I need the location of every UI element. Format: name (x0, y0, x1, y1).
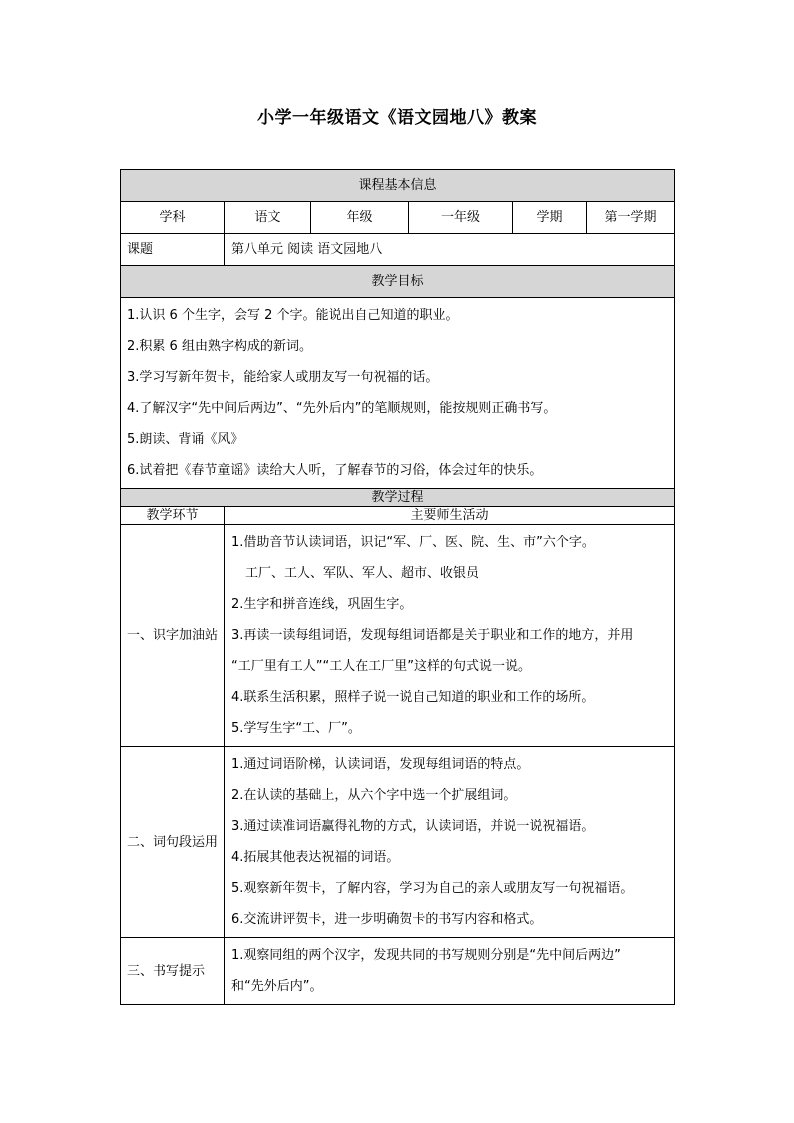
goal-item: 4.了解汉字“先中间后两边”、“先外后内”的笔顺规则，能按规则正确书写。 (127, 401, 557, 416)
activity-line: 3.再读一读每组词语，发现每组词语都是关于职业和工作的地方，并用 (231, 628, 634, 643)
stage-row (121, 525, 675, 747)
stage-row (121, 747, 675, 938)
activity-line: 1.观察同组的两个汉字，发现共同的书写规则分别是“先中间后两边” (231, 948, 621, 963)
goal-item: 1.认识 6 个生字，会写 2 个字。能说出自己知道的职业。 (127, 308, 459, 323)
activity-line: 6.交流讲评贺卡，进一步明确贺卡的书写内容和格式。 (231, 912, 543, 927)
subject-label: 学科 (121, 202, 225, 234)
activity-line: 4.拓展其他表达祝福的词语。 (231, 850, 400, 865)
goal-item: 5.朗读、背诵《风》 (127, 432, 244, 447)
topic-label: 课题 (121, 234, 225, 266)
activity-line: 和“先外后内”。 (231, 979, 323, 994)
activity-line: 5.学写生字“工、厂”。 (231, 721, 361, 736)
activity-line: 4.联系生活积累，照样子说一说自己知道的职业和工作的场所。 (231, 690, 595, 705)
activity-line: 5.观察新年贺卡，了解内容，学习为自己的亲人或朋友写一句祝福语。 (231, 881, 634, 896)
goals-header-row (121, 266, 675, 298)
stage-row (121, 938, 675, 1005)
topic-row (121, 234, 675, 266)
topic-value: 第八单元 阅读 语文园地八 (225, 234, 675, 266)
goals-row (121, 298, 675, 489)
stage-activities (225, 525, 675, 747)
goals-cell (121, 298, 675, 489)
activity-line: 1.通过词语阶梯，认读词语，发现每组词语的特点。 (231, 757, 530, 772)
activity-line: 2.在认读的基础上，从六个字中选一个扩展组词。 (231, 788, 517, 803)
stage-activities (225, 747, 675, 938)
term-value: 第一学期 (587, 202, 675, 234)
stage-name: 一、识字加油站 (121, 525, 225, 747)
goal-item: 2.积累 6 组由熟字构成的新词。 (127, 339, 312, 354)
stage-activities (225, 938, 675, 1005)
stage-name: 二、词句段运用 (121, 747, 225, 938)
info-row (121, 202, 675, 234)
page-title: 小学一年级语文《语文园地八》教案 (257, 108, 537, 128)
lesson-plan-table (120, 169, 675, 1005)
subject-value: 语文 (225, 202, 311, 234)
goal-item: 3.学习写新年贺卡，能给家人或朋友写一句祝福的话。 (127, 370, 439, 385)
goals-header: 教学目标 (121, 266, 675, 298)
term-label: 学期 (513, 202, 587, 234)
activity-column-header: 主要师生活动 (225, 507, 675, 525)
activity-line: 1.借助音节认读词语，识记“军、厂、医、院、生、市”六个字。 (231, 535, 595, 550)
process-header: 教学过程 (121, 489, 675, 507)
process-columns-row (121, 507, 675, 525)
activity-line: 2.生字和拼音连线，巩固生字。 (231, 597, 413, 612)
info-header: 课程基本信息 (121, 170, 675, 202)
stage-name: 三、书写提示 (121, 938, 225, 1005)
activity-line: 3.通过读准词语赢得礼物的方式，认读词语，并说一说祝福语。 (231, 819, 595, 834)
process-header-row (121, 489, 675, 507)
grade-value: 一年级 (409, 202, 513, 234)
activity-line: 工厂、工人、军队、军人、超市、收银员 (245, 566, 480, 581)
goal-item: 6.试着把《春节童谣》读给大人听，了解春节的习俗，体会过年的快乐。 (127, 463, 543, 478)
grade-label: 年级 (311, 202, 409, 234)
stage-column-header: 教学环节 (121, 507, 225, 525)
activity-line: “工厂里有工人”“工人在工厂里”这样的句式说一说。 (231, 659, 531, 674)
info-header-row (121, 170, 675, 202)
